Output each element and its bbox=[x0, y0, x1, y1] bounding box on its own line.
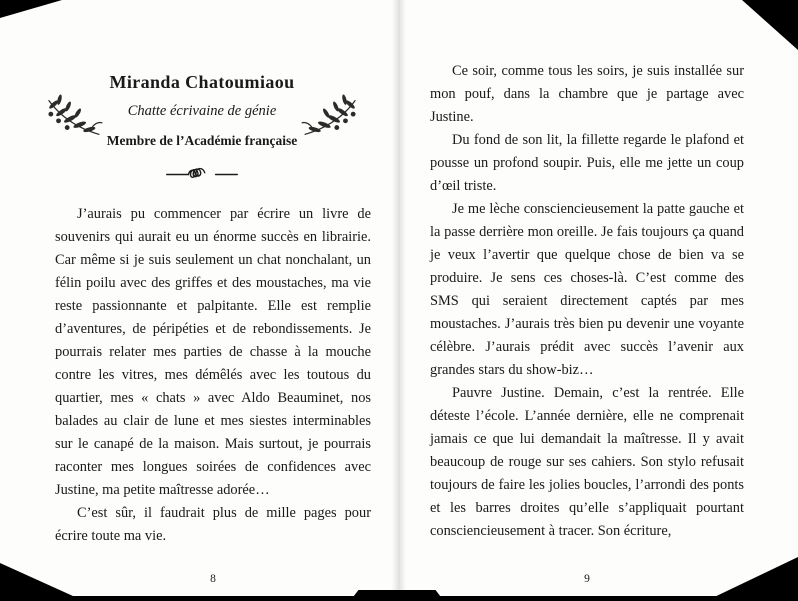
paragraph: Je me lèche consciencieusement la patte gauche et la passe derrière mon oreille. Je fais toujours ça quand je veux l’avertir que quelque chose de bien va se produire. Je sens ces choses-là. C’est comme des SMS qui seraient directement captés par mes moustaches. J’aurais très bien pu devenir une voyante célèbre. J’aurais prédit avec succès l’avenir aux grandes stars du show-biz… bbox=[430, 201, 744, 378]
paragraph: Pauvre Justine. Demain, c’est la rentrée. Elle déteste l’école. L’année dernière, elle ne comprenait jamais ce que lui demandait la maîtresse. Il y avait beaucoup de rouge sur ses cahiers. Son stylo refusait toujours de faire les jolies boucles, l’arrondi des ponts et les barres droites qu’elle s’appliquait pourtant consciencieusement à tracer. Son écriture, bbox=[430, 385, 744, 539]
chapter-title: Miranda Chatoumiaou bbox=[109, 72, 295, 92]
paragraph: Ce soir, comme tous les soirs, je suis installée sur mon pouf, dans la chambre que je partage avec Justine. bbox=[430, 63, 744, 125]
right-page bbox=[399, 0, 798, 601]
squiggle-divider-icon bbox=[35, 166, 369, 184]
paragraph: C’est sûr, il faudrait plus de mille pages pour écrire toute ma vie. bbox=[55, 505, 371, 544]
chapter-header bbox=[35, 72, 369, 184]
chapter-subtitle: Chatte écrivaine de génie bbox=[127, 103, 277, 119]
paragraph: Du fond de son lit, la fillette regarde le plafond et pousse un profond soupir. Puis, elle me jette un coup d’œil triste. bbox=[430, 132, 744, 194]
paragraph: J’aurais pu commencer par écrire un livre de souvenirs qui aurait eu un énorme succès en librairie. Car même si je suis seulement un chat nonchalant, un félin poilu avec des griffes et des moustaches, ma vie reste passionnante et palpitante. Elle est remplie d’aventures, de péripéties et de rebondissements. Je pourrais relater mes parties de chasse à la mouche contre les vitres, mes démêlés avec les toutous du quartier, mes « chats » avec Aldo Beauminet, nos balades au clair de lune et mes siestes interminables sur le canapé de la maison. Mais surtout, je pourrais raconter mes longues soirées de confidences avec Justine, ma petite maîtresse adorée… bbox=[55, 206, 371, 498]
chapter-affiliation: Membre de l’Académie française bbox=[106, 133, 298, 148]
laurel-branch-left-icon bbox=[41, 92, 103, 142]
left-page-text bbox=[55, 203, 371, 548]
page-number-right: 9 bbox=[584, 573, 590, 585]
laurel-branch-right-icon bbox=[301, 92, 363, 142]
page-number-left: 8 bbox=[210, 573, 216, 585]
right-page-text bbox=[430, 60, 744, 543]
